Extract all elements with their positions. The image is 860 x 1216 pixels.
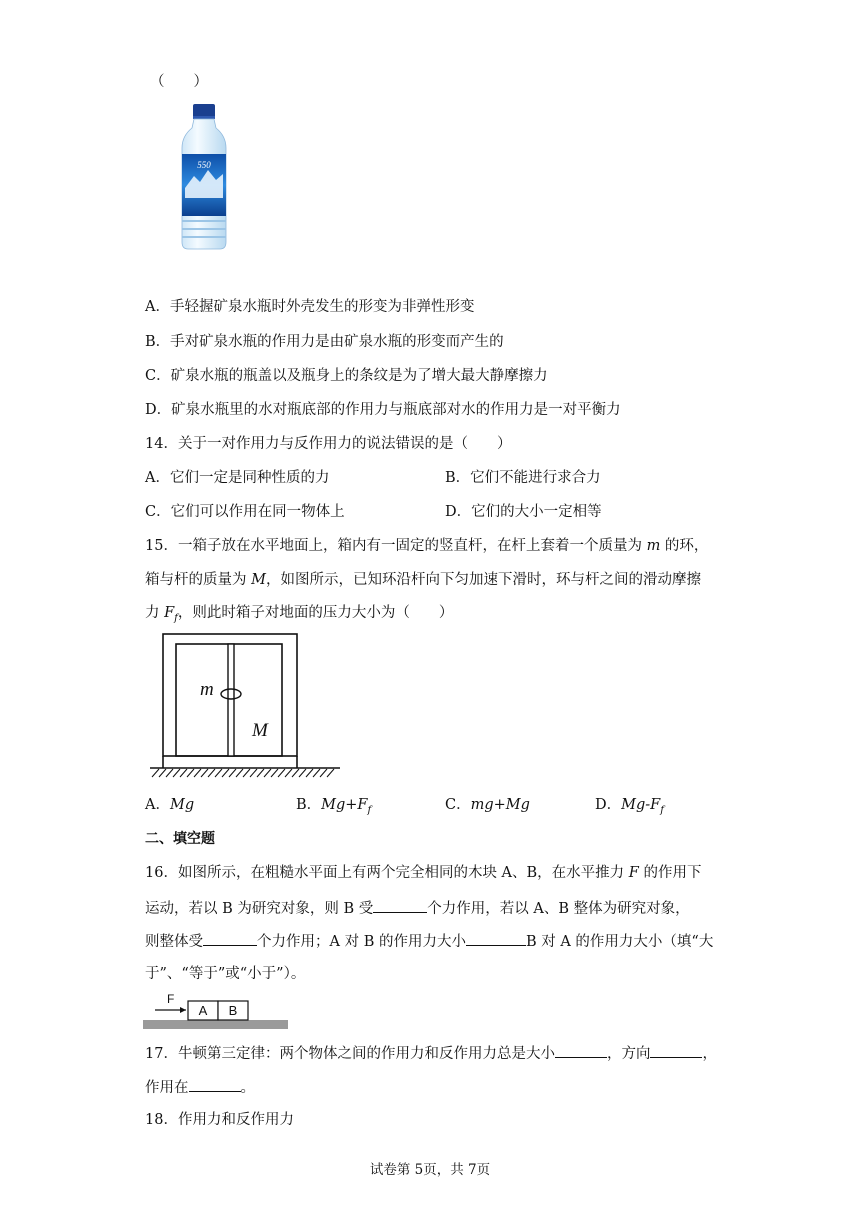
q16-stem-line1: 16．如图所示，在粗糙水平面上有两个完全相同的木块 A、B，在水平推力 F 的作用下 <box>145 865 702 881</box>
q16-blocks-figure <box>143 990 291 1032</box>
q15-box-figure <box>148 632 344 778</box>
q16-stem-line4: 于”、“等于”或“小于”）。 <box>145 966 306 982</box>
q17-blank-2[interactable] <box>650 1042 702 1058</box>
q14-option-c: C．它们可以作用在同一物体上 <box>145 504 345 520</box>
q15-option-b: B．$Mg+F_f$ <box>296 797 372 816</box>
block-b-label: B <box>228 1003 238 1018</box>
q13-option-b: B．手对矿泉水瓶的作用力是由矿泉水瓶的形变而产生的 <box>145 334 504 350</box>
q16-blank-3[interactable] <box>466 930 526 946</box>
q14-option-d: D．它们的大小一定相等 <box>445 504 602 520</box>
q15-stem-line2: 箱与杆的质量为 M，如图所示，已知环沿杆向下匀加速下滑时，环与杆之间的滑动摩擦 <box>145 572 701 588</box>
q16-blank-1[interactable] <box>373 897 427 913</box>
q16-stem-line2: 运动，若以 B 为研究对象，则 B 受 个力作用，若以 A、B 整体为研究对象， <box>145 897 690 919</box>
q15-option-a: A．Mg <box>145 797 195 813</box>
ground-hatching <box>152 769 334 777</box>
q18-stem: 18．作用力和反作用力 <box>145 1112 294 1128</box>
q13-answer-bracket: （ ） <box>150 74 208 90</box>
section-title-fill-in: 二、填空题 <box>145 831 215 847</box>
q17-blank-1[interactable] <box>555 1042 607 1058</box>
force-arrowhead <box>180 1007 186 1013</box>
q13-option-a: A．手轻握矿泉水瓶时外壳发生的形变为非弹性形变 <box>145 299 475 315</box>
block-a-label: A <box>198 1003 208 1018</box>
q14-stem: 14．关于一对作用力与反作用力的说法错误的是（ ） <box>145 436 512 452</box>
vertical-rod <box>228 644 234 756</box>
q17-blank-3[interactable] <box>189 1076 241 1092</box>
force-label: F <box>167 992 175 1006</box>
q13-option-d: D．矿泉水瓶里的水对瓶底部的作用力与瓶底部对水的作用力是一对平衡力 <box>145 402 621 418</box>
svg-text:550: 550 <box>197 160 211 170</box>
q15-option-c: C．mg+Mg <box>445 797 530 813</box>
q15-stem-line1: 15．一箱子放在水平地面上，箱内有一固定的竖直杆，在杆上套着一个质量为 m 的环， <box>145 538 709 554</box>
q17-stem-line1: 17．牛顿第三定律：两个物体之间的作用力和反作用力总是大小 ，方向 ， <box>145 1042 717 1064</box>
box-mass-label: M <box>252 720 268 741</box>
q15-stem-line3: 力 $F_f$，则此时箱子对地面的压力大小为（ ） <box>145 605 454 624</box>
q15-option-d: D．$Mg-F_f$ <box>595 797 664 816</box>
water-bottle-image <box>176 102 232 252</box>
q16-stem-line3: 则整体受 个力作用；A 对 B 的作用力大小 B 对 A 的作用力大小（填“大 <box>145 930 713 952</box>
ground-surface <box>143 1020 288 1029</box>
q14-option-b: B．它们不能进行求合力 <box>445 470 601 486</box>
q13-option-c: C．矿泉水瓶的瓶盖以及瓶身上的条纹是为了增大最大静摩擦力 <box>145 368 548 384</box>
ring-mass-label: m <box>200 679 214 700</box>
page-footer: 试卷第 5页，共 7页 <box>369 1162 491 1178</box>
q16-blank-2[interactable] <box>203 930 257 946</box>
q17-stem-line2: 作用在 。 <box>145 1076 255 1098</box>
q14-option-a: A．它们一定是同种性质的力 <box>145 470 330 486</box>
